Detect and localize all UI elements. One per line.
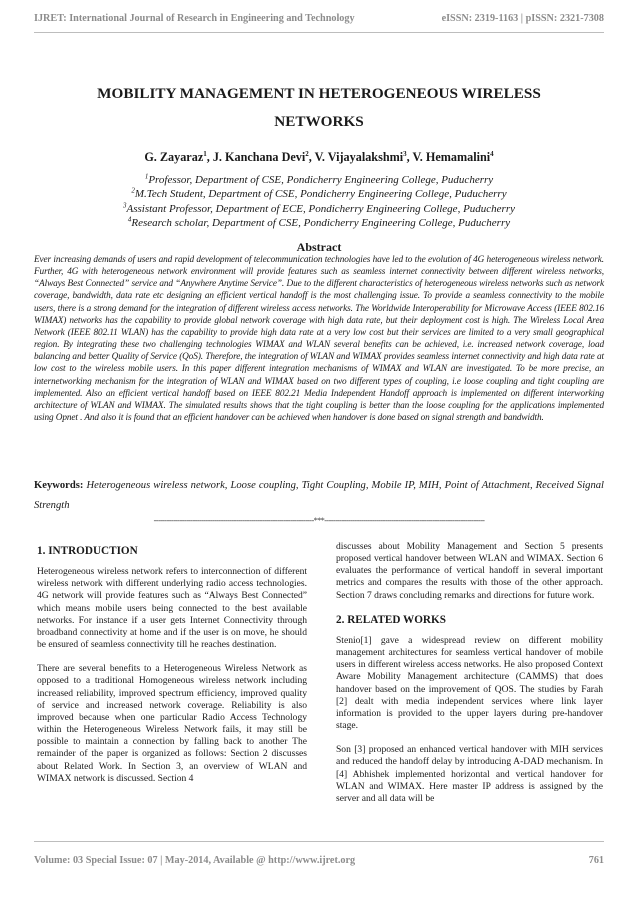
running-footer	[34, 855, 604, 866]
keywords	[34, 476, 604, 516]
journal-name: IJRET: International Journal of Research in Engineering and Technology	[34, 13, 355, 24]
footer-rule	[34, 841, 604, 842]
paragraph: Son [3] proposed an enhanced vertical handover with MIH services and reduced the handoff delay by introducing A-DAD mechanism. In [4] Abhishek implemented horizontal and vertical handover for WLAN and WIMAX. Here master IP address is assigned by the server and all data will be	[336, 744, 603, 804]
section-heading-related-works: 2. RELATED WORKS	[336, 613, 446, 626]
page-number: 761	[588, 855, 604, 866]
affiliations	[34, 173, 604, 230]
abstract-heading: Abstract	[296, 240, 342, 254]
paper-title	[34, 80, 604, 136]
author: G. Zayaraz$^1$,	[144, 149, 213, 164]
header-rule	[34, 32, 604, 33]
abstract-text: Ever increasing demands of users and rapid development of telecommunication technologies have led to the evolution of 4G heterogeneous wireless network. Further, 4G with heterogeneous network environment will provide features such as seamless internet connectivity between different wireless networks, “Always Best Connected” service and “Anywhere Anytime Service”. Due to the different characteristics of heterogeneous wireless networks such as network coverage, bandwidth, data rate etc designing an efficient vertical handoff is the most challenging issue. To provide a seamless connectivity to the mobile users, there is a strong demand for the integration of different wireless access networks. The Worldwide Interoperability for Microwave Access (IEEE 802.16 WIMAX) networks has the capability to provide global network coverage with high data rate, but their deployment cost is high. The Wireless Local Area Network (IEEE 802.11 WLAN) has the capability to provide high data rate at a very low cost but their services are limited to a very small geographical region. By integrating these two challenging technologies WIMAX and WLAN several benefits can be achieved, i.e. increased network coverage, load balancing and better Quality of Service (QoS). Therefore, the integration of WLAN and WIMAX provides seamless internet connectivity and high data rate at low cost to the wireless mobile users. In this paper different integration mechanisms of WIMAX and WLAN are investigated. To be more precise, an internetworking mechanism for the integration of WLAN and WIMAX based on two different types of coupling, i.e loose coupling and tight coupling are implemented. Also an efficient vertical handoff based on IEEE 802.21 Media Independent Handoff approach is implemented on different interworking architecture of WLAN and WIMAX. The simulated results shows that the tight coupling is better than the loose coupling for the applications implemented using Opnet . And also it is found that an efficient handover can be achieved when handover is done based on signal strength and bandwidth.	[34, 255, 604, 424]
keywords-text: Heterogeneous wireless network, Loose coupling, Tight Coupling, Mobile IP, MIH, Point of Attachment, Received Signal Strength	[34, 480, 604, 511]
paragraph: Heterogeneous wireless network refers to interconnection of different wireless network with different underlying radio access technologies. 4G network will provide features such as “Always Best Connected” which means mobile users being connected to the best available networks. For instance if a user gets Internet Connectivity through broadband connectivity at home and if the user is on move, he should be ensured of seamless connectivity till he reaches destination.	[37, 566, 307, 651]
paragraph: Stenio[1] gave a widespread review on different mobility management architectures for seamless vertical handover of mobile users in different wireless access networks. He also proposed Context Aware Mobility Management architecture (CAMMS) that does handover based on the improvement of QOS. The studies by Farah [2] dealt with media independent services where link layer information is provided to the upper layers during pre-handover stage.	[336, 634, 603, 732]
keywords-label: Keywords:	[34, 480, 84, 491]
author-list	[34, 150, 604, 165]
title-line-2: NETWORKS	[274, 113, 364, 130]
affiliation: $^2$M.Tech Student, Department of CSE, Pondicherry Engineering College, Puducherry	[131, 186, 507, 201]
issn: eISSN: 2319-1163 | pISSN: 2321-7308	[441, 13, 604, 24]
author: V. Vijayalakshmi$^3$,	[314, 149, 413, 164]
left-column	[37, 541, 307, 797]
affiliation: $^1$Professor, Department of CSE, Pondicherry Engineering College, Puducherry	[144, 172, 494, 186]
section-divider: --------------------------------------------------------------------------***--------------------------------------------------------------------------	[153, 516, 485, 525]
affiliation: $^3$Assistant Professor, Department of ECE, Pondicherry Engineering College, Puducherry	[122, 200, 515, 215]
paragraph: discusses about Mobility Management and Section 5 presents proposed vertical handover between WLAN and WIMAX. Section 6 evaluates the performance of vertical handoff in several important metrics and compares the results with those of the other approach. Section 7 draws concluding remarks and directions for future work.	[336, 541, 603, 601]
affiliation: $^4$Research scholar, Department of CSE, Pondicherry Engineering College, Puducherry	[127, 215, 511, 229]
paragraph: There are several benefits to a Heterogeneous Wireless Network as opposed to a traditional Homogeneous wireless network including increased reliability, improved spectrum efficiency, improved quality of service and increased network coverage. Reliability is also improved because when one particular Radio Access Technology within the Heterogeneous Wireless Network fails, it may still be possible to maintain a connection by falling back to another The remainder of the paper is organized as follows: Section 2 discusses about Related Work. In Section 3, an overview of WLAN and WIMAX network is discussed. Section 4	[37, 663, 307, 784]
running-header	[34, 13, 604, 24]
volume-info: Volume: 03 Special Issue: 07 | May-2014, Available @ http://www.ijret.org	[34, 855, 356, 866]
section-heading-introduction: 1. INTRODUCTION	[37, 545, 138, 557]
right-column	[336, 541, 603, 817]
title-line-1: MOBILITY MANAGEMENT IN HETEROGENEOUS WIRELESS	[97, 85, 541, 102]
author: V. Hemamalini$^4$	[412, 149, 494, 164]
author: J. Kanchana Devi$^2$,	[212, 149, 315, 164]
